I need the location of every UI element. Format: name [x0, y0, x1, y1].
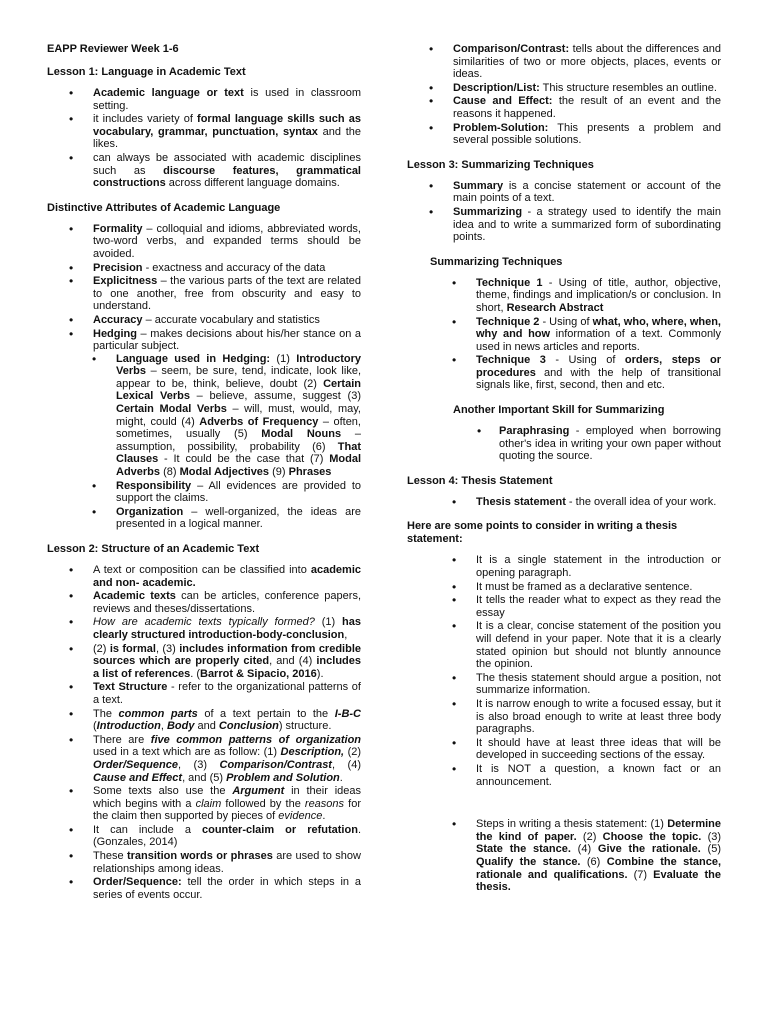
list-item-thesis-statement: • Thesis statement - the overall idea of your work. [407, 496, 721, 509]
lesson1-heading: Lesson 1: Language in Academic Text [47, 66, 246, 78]
patterns-list [407, 43, 721, 147]
list-item-accuracy: • Accuracy – accurate vocabulary and statistics [47, 314, 361, 327]
list-item: • The thesis statement should argue a position, not summarize information. [407, 672, 721, 697]
list-item: • It tells the reader what to expect as they read the essay [407, 594, 721, 619]
list-item: • There are five common patterns of organization used in a text which are as follow: (1) Description, (2) Order/Sequence, (3) Comparison/Contrast, (4) Cause and Effect, and (5) Problem and Solution. [47, 734, 361, 784]
list-item-responsibility: • Responsibility – All evidences are provided to support the claims. [47, 480, 361, 505]
list-item: • Academic language or text is used in classroom setting. [47, 87, 361, 112]
list-item: • It is NOT a question, a known fact or an announcement. [407, 763, 721, 788]
points-list [407, 554, 721, 788]
list-item: • can always be associated with academic disciplines such as discourse features, grammatical constructions across different language domains. [47, 152, 361, 190]
list-item-cause-effect: • Cause and Effect: the result of an event and the reasons it happened. [407, 95, 721, 120]
list-item-technique-3: • Technique 3 - Using of orders, steps or procedures and with the help of transitional signals like, first, second, then and etc. [407, 354, 721, 392]
list-item-hedging-language: • Language used in Hedging: (1) Introductory Verbs – seem, be sure, tend, indicate, look like, appear to be, think, believe, doubt (2) Certain Lexical Verbs – believe, assume, suggest (3) Certain Modal Verbs – will, must, would, may, might, could (4) Adverbs of Frequency – often, sometimes, usually (5) Modal Nouns – assumption, possibility, probability (6) That Clauses - It could be the case that (7) Modal Adverbs (8) Modal Adjectives (9) Phrases [47, 353, 361, 479]
lesson2-heading: Lesson 2: Structure of an Academic Text [47, 543, 260, 555]
list-item: • A text or composition can be classified into academic and non- academic. [47, 564, 361, 589]
list-item-organization: • Organization – well-organized, the ideas are presented in a logical manner. [47, 506, 361, 531]
thesis-list [407, 496, 721, 509]
list-item-formality: • Formality – colloquial and idioms, abbreviated words, two-word verbs, and expanded terms should be avoided. [47, 223, 361, 261]
list-item-technique-1: • Technique 1 - Using of title, author, objective, theme, findings and implication/s or conclusion. In short, Research Abstract [407, 277, 721, 315]
list-item-comparison: • Comparison/Contrast: tells about the differences and similarities of two or more objects, places, events or ideas. [407, 43, 721, 81]
list-item-explicitness: • Explicitness – the various parts of the text are related to one another, free from obscurity and easy to understand. [47, 275, 361, 313]
steps-list [407, 818, 721, 894]
list-item: • Order/Sequence: tell the order in which steps in a series of events occur. [47, 876, 361, 901]
list-item: • It can include a counter-claim or refutation. (Gonzales, 2014) [47, 824, 361, 849]
list-item: • Some texts also use the Argument in their ideas which begins with a claim followed by the reasons for the claim then supported by pieces of evidence. [47, 785, 361, 823]
right-column [407, 43, 721, 906]
list-item-description: • Description/List: This structure resembles an outline. [407, 82, 721, 95]
list-item: • Academic texts can be articles, conference papers, reviews and theses/dissertations. [47, 590, 361, 615]
list-item: • (2) is formal, (3) includes information from credible sources which are properly cited, and (4) includes a list of references. (Barrot & Sipacio, 2016). [47, 643, 361, 681]
lesson2-list [47, 564, 361, 901]
list-item-problem-solution: • Problem-Solution: This presents a problem and several possible solutions. [407, 122, 721, 147]
list-item-summarizing: • Summarizing - a strategy used to identify the main idea and to write a summarized form of subordinating points. [407, 206, 721, 244]
spacer [407, 800, 721, 818]
hedging-sublist [47, 353, 361, 531]
list-item: • How are academic texts typically formed? (1) has clearly structured introduction-body-conclusion, [47, 616, 361, 641]
list-item: • These transition words or phrases are used to show relationships among ideas. [47, 850, 361, 875]
list-item: • it includes variety of formal language skills such as vocabulary, grammar, punctuation, syntax and the likes. [47, 113, 361, 151]
techniques-list [407, 277, 721, 392]
list-item: • It is a clear, concise statement of the position you will defend in your paper. Note that it is a clearly stated opinion but should not bluntly announce the opinion. [407, 620, 721, 670]
summarizing-techniques-heading: Summarizing Techniques [430, 255, 563, 268]
list-item-technique-2: • Technique 2 - Using of what, who, where, when, why and how information of a text. Commonly used in news articles and reports. [407, 316, 721, 354]
lesson1-list [47, 87, 361, 190]
list-item-paraphrasing: • Paraphrasing - employed when borrowing other's idea in writing your own paper without quoting the source. [407, 425, 721, 463]
lesson3-list [407, 180, 721, 244]
list-item-summary: • Summary is a concise statement or account of the main points of a text. [407, 180, 721, 205]
list-item-hedging: • Hedging – makes decisions about his/her stance on a particular subject. [47, 328, 361, 353]
another-skill-heading: Another Important Skill for Summarizing [453, 404, 665, 417]
list-item: • The common parts of a text pertain to the I-B-C (Introduction, Body and Conclusion) structure. [47, 708, 361, 733]
paraphrasing-list [407, 425, 721, 463]
left-column [47, 43, 361, 913]
list-item: • Text Structure - refer to the organizational patterns of a text. [47, 681, 361, 706]
list-item-precision: • Precision - exactness and accuracy of the data [47, 262, 361, 275]
attributes-list [47, 223, 361, 353]
lesson4-heading: Lesson 4: Thesis Statement [407, 474, 553, 487]
document-title: EAPP Reviewer Week 1-6 [47, 43, 179, 55]
lesson3-heading: Lesson 3: Summarizing Techniques [407, 158, 594, 171]
list-item: • It should have at least three ideas that will be developed in succeeding sections of the essay. [407, 737, 721, 762]
list-item: • It is a single statement in the introduction or opening paragraph. [407, 554, 721, 579]
points-heading: Here are some points to consider in writing a thesis statement: [407, 520, 678, 546]
list-item-steps: • Steps in writing a thesis statement: (1) Determine the kind of paper. (2) Choose the topic. (3) State the stance. (4) Give the rationale. (5) Qualify the stance. (6) Combine the stance, rationale and qualifications. (7) Evaluate the thesis. [407, 818, 721, 894]
list-item: • It must be framed as a declarative sentence. [407, 581, 721, 594]
attributes-heading: Distinctive Attributes of Academic Language [47, 201, 281, 214]
list-item: • It is narrow enough to write a focused essay, but it is also broad enough to write at least three body paragraphs. [407, 698, 721, 736]
